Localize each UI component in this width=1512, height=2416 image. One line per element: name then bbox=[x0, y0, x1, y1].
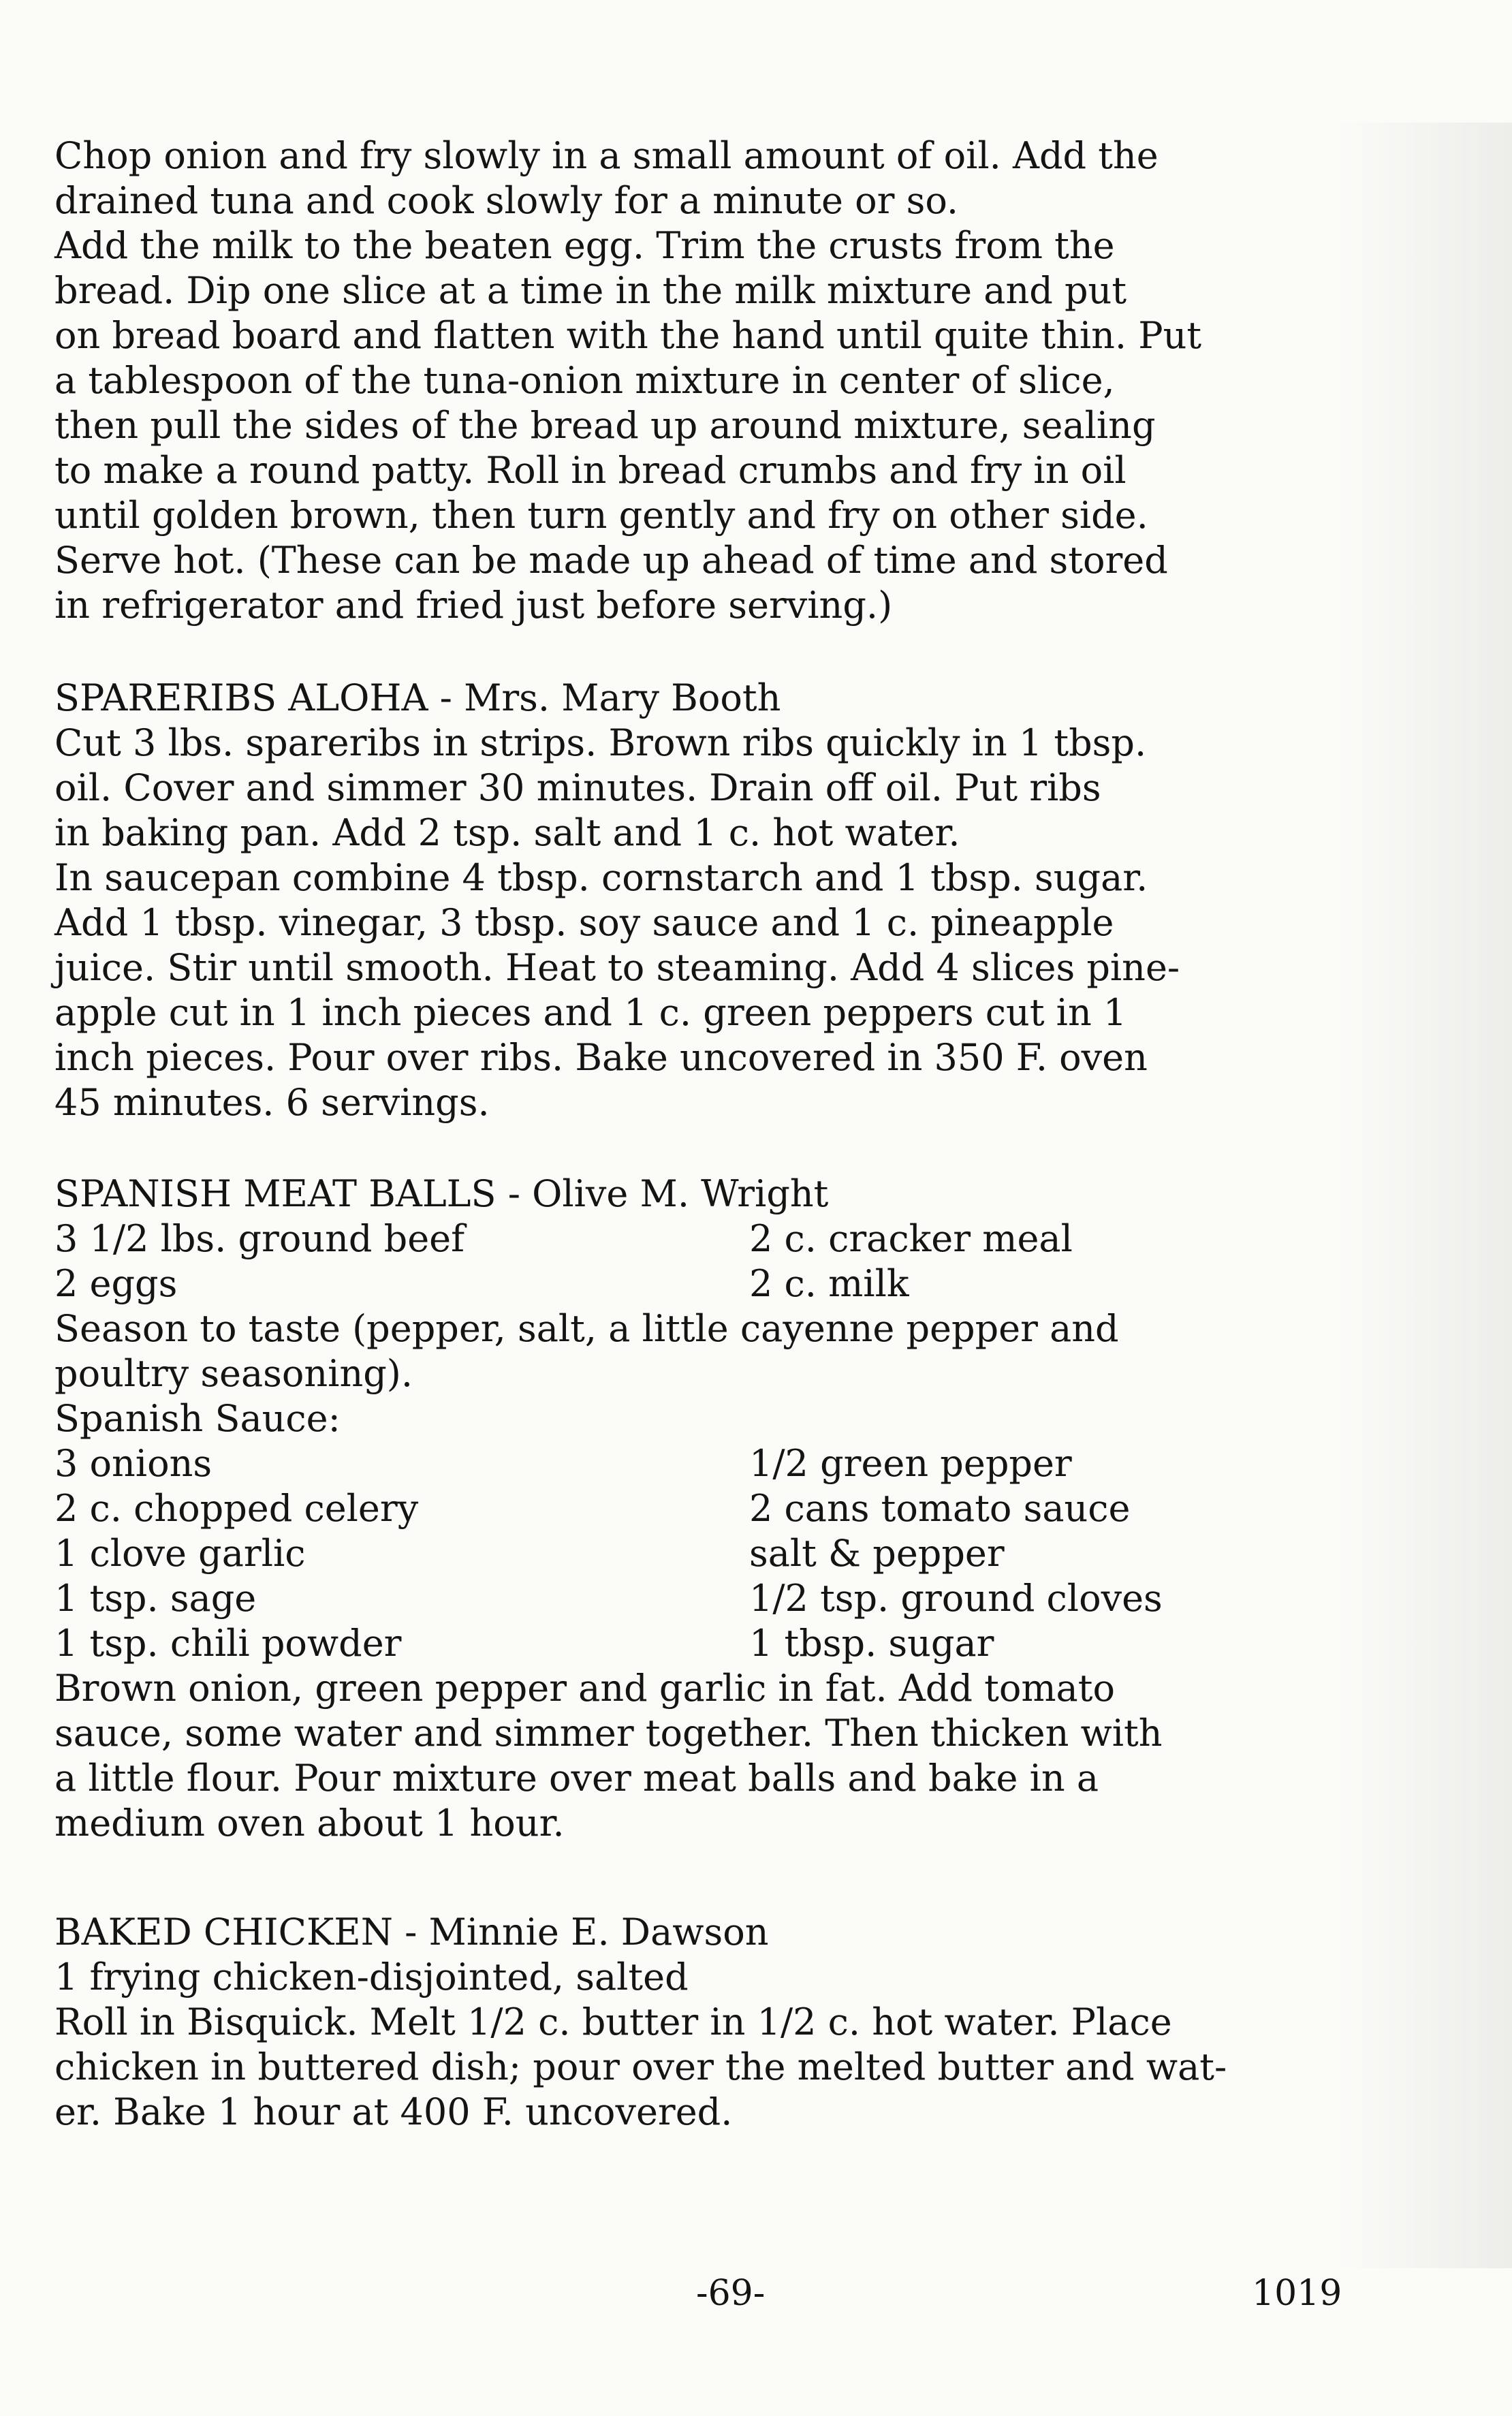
ingredient-left: 1 clove garlic bbox=[54, 1532, 306, 1575]
page-number: -69- bbox=[696, 2273, 766, 2314]
ingredient-left: 2 eggs bbox=[54, 1262, 178, 1305]
ingredient-left: 1 tsp. sage bbox=[54, 1577, 257, 1620]
chicken-ingredient: 1 frying chicken-disjointed, salted bbox=[54, 1956, 689, 1998]
ingredient-left: 3 1/2 lbs. ground beef bbox=[54, 1217, 465, 1260]
ingredient-right: 1 tbsp. sugar bbox=[749, 1622, 994, 1665]
spareribs-line: Add 1 tbsp. vinegar, 3 tbsp. soy sauce and 1 c. pineapple bbox=[54, 901, 1114, 944]
meatballs-title: SPANISH MEAT BALLS - Olive M. Wright bbox=[54, 1172, 829, 1215]
intro-line: Add the milk to the beaten egg. Trim the crusts from the bbox=[54, 224, 1115, 267]
ingredient-left: 1 tsp. chili powder bbox=[54, 1622, 402, 1665]
intro-line: Serve hot. (These can be made up ahead of time and stored bbox=[54, 539, 1168, 582]
spareribs-line: apple cut in 1 inch pieces and 1 c. green peppers cut in 1 bbox=[54, 991, 1127, 1034]
meatballs-directions-line: sauce, some water and simmer together. Then thicken with bbox=[54, 1712, 1163, 1755]
sauce-ingredient-row bbox=[54, 1531, 1403, 1576]
intro-line: a tablespoon of the tuna-onion mixture in center of slice, bbox=[54, 359, 1115, 402]
chicken-directions-line: chicken in buttered dish; pour over the melted butter and wat- bbox=[54, 2045, 1227, 2088]
spareribs-line: juice. Stir until smooth. Heat to steaming. Add 4 slices pine- bbox=[54, 946, 1180, 989]
chicken-title: BAKED CHICKEN - Minnie E. Dawson bbox=[54, 1911, 769, 1954]
intro-line: Chop onion and fry slowly in a small amount of oil. Add the bbox=[54, 134, 1159, 177]
spareribs-title: SPARERIBS ALOHA - Mrs. Mary Booth bbox=[54, 676, 781, 719]
ingredient-right: salt & pepper bbox=[749, 1532, 1005, 1575]
ingredient-right: 1/2 green pepper bbox=[749, 1442, 1072, 1485]
ingredient-row bbox=[54, 1261, 1403, 1306]
spareribs-line: oil. Cover and simmer 30 minutes. Drain off oil. Put ribs bbox=[54, 766, 1101, 809]
ingredient-right: 2 c. milk bbox=[749, 1262, 909, 1305]
ingredient-row bbox=[54, 1217, 1403, 1261]
spareribs-line: inch pieces. Pour over ribs. Bake uncovered in 350 F. oven bbox=[54, 1036, 1148, 1079]
intro-line: in refrigerator and fried just before serving.) bbox=[54, 584, 893, 627]
sauce-ingredient-row bbox=[54, 1576, 1403, 1621]
ingredient-left: 2 c. chopped celery bbox=[54, 1487, 419, 1530]
ingredient-right: 2 c. cracker meal bbox=[749, 1217, 1073, 1260]
chicken-directions-line: er. Bake 1 hour at 400 F. uncovered. bbox=[54, 2090, 733, 2133]
sauce-ingredient-row bbox=[54, 1621, 1403, 1666]
spareribs-line: In saucepan combine 4 tbsp. cornstarch and 1 tbsp. sugar. bbox=[54, 856, 1148, 899]
meatballs-directions-line: medium oven about 1 hour. bbox=[54, 1802, 565, 1845]
sauce-heading: Spanish Sauce: bbox=[54, 1397, 341, 1440]
meatballs-directions-line: a little flour. Pour mixture over meat balls and bake in a bbox=[54, 1757, 1099, 1800]
ingredient-right: 2 cans tomato sauce bbox=[749, 1487, 1131, 1530]
intro-line: to make a round patty. Roll in bread crumbs and fry in oil bbox=[54, 449, 1127, 492]
meatballs-season-line: Season to taste (pepper, salt, a little cayenne pepper and bbox=[54, 1307, 1119, 1350]
spareribs-line: in baking pan. Add 2 tsp. salt and 1 c. hot water. bbox=[54, 811, 960, 854]
spareribs-line: 45 minutes. 6 servings. bbox=[54, 1081, 490, 1124]
page-code: 1019 bbox=[1252, 2273, 1342, 2314]
intro-line: bread. Dip one slice at a time in the milk mixture and put bbox=[54, 269, 1127, 312]
chicken-directions-line: Roll in Bisquick. Melt 1/2 c. butter in 1/2 c. hot water. Place bbox=[54, 2001, 1172, 2043]
ingredient-left: 3 onions bbox=[54, 1442, 212, 1485]
intro-line: on bread board and flatten with the hand until quite thin. Put bbox=[54, 314, 1202, 357]
meatballs-directions-line: Brown onion, green pepper and garlic in fat. Add tomato bbox=[54, 1667, 1115, 1710]
sauce-ingredient-row bbox=[54, 1441, 1403, 1486]
meatballs-season-line: poultry seasoning). bbox=[54, 1352, 413, 1395]
sauce-ingredient-row bbox=[54, 1486, 1403, 1531]
intro-line: drained tuna and cook slowly for a minute or so. bbox=[54, 179, 959, 222]
intro-line: until golden brown, then turn gently and fry on other side. bbox=[54, 494, 1148, 537]
spareribs-line: Cut 3 lbs. spareribs in strips. Brown ribs quickly in 1 tbsp. bbox=[54, 721, 1147, 764]
intro-line: then pull the sides of the bread up around mixture, sealing bbox=[54, 404, 1156, 447]
ingredient-right: 1/2 tsp. ground cloves bbox=[749, 1577, 1163, 1620]
